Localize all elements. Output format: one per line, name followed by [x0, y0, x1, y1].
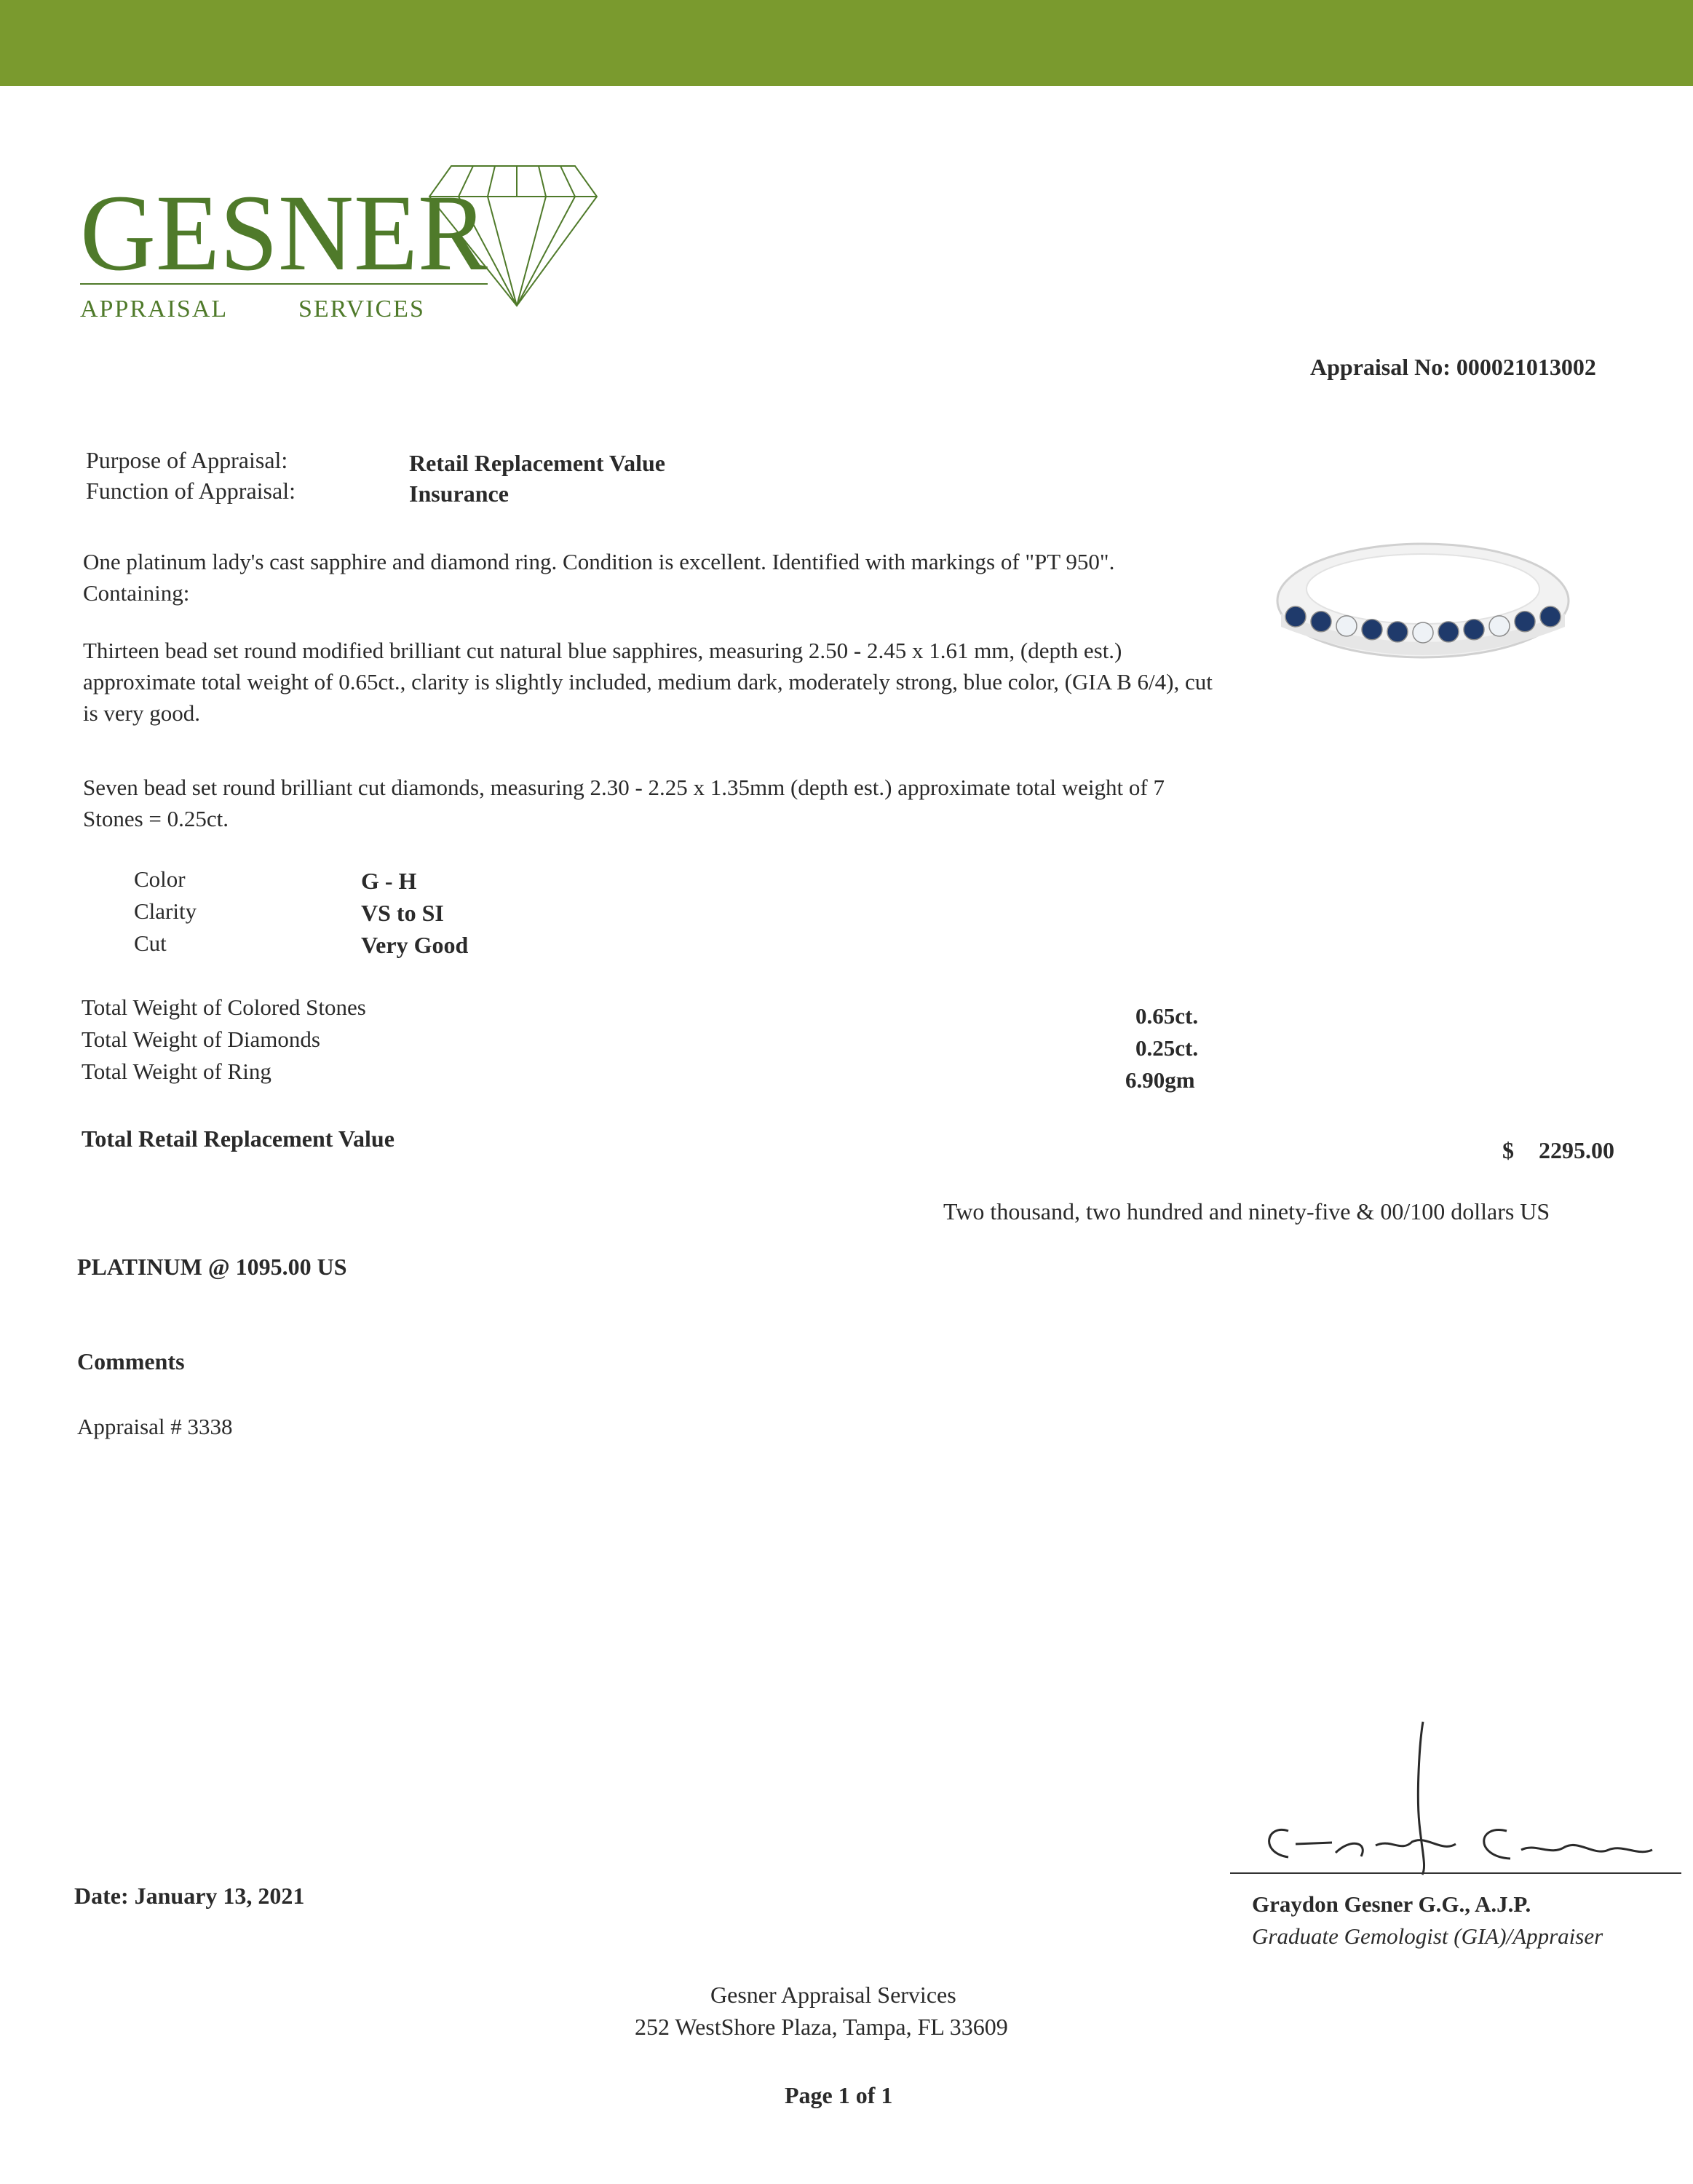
logo-wordmark: GESNER [80, 173, 488, 293]
sapphire-stone [1362, 620, 1382, 640]
diamond-stone [1489, 616, 1510, 636]
sapphire-stone [1387, 622, 1408, 642]
sapphire-stone [1540, 606, 1561, 627]
grading-color-label: Color [134, 866, 186, 892]
diamond-description: Seven bead set round brilliant cut diamonds, measuring 2.30 - 2.25 x 1.35mm (depth est.) approximate total weight of 7 Stones = 0.25ct. [83, 775, 1165, 831]
function-value: Insurance [409, 480, 509, 507]
diamond-stone [1413, 622, 1433, 643]
purpose-label: Purpose of Appraisal: [86, 447, 288, 473]
appraiser-title: Graduate Gemologist (GIA)/Appraiser [1252, 1923, 1603, 1949]
comments-text: Appraisal # 3338 [77, 1414, 233, 1439]
appraisal-number: Appraisal No: 000021013002 [1310, 354, 1596, 380]
grading-clarity-label: Clarity [134, 898, 197, 924]
sapphire-description: Thirteen bead set round modified brilliant cut natural blue sapphires, measuring 2.50 - 2.45 x 1.61 mm, (depth est.) approximate total weight of 0.65ct., clarity is slightly included, medium dark, moderately strong, blue color, (GIA B 6/4), cut is very good. [83, 638, 1213, 726]
gesner-logo [80, 153, 604, 342]
grading-color-value: G - H [361, 868, 417, 894]
appraiser-signature [1245, 1714, 1693, 1882]
weight-colored-label: Total Weight of Colored Stones [82, 994, 366, 1020]
appraisal-date: Date: January 13, 2021 [74, 1883, 305, 1909]
sapphire-stone [1285, 606, 1306, 627]
footer-address: 252 WestShore Plaza, Tampa, FL 33609 [635, 2014, 1008, 2040]
footer-page: Page 1 of 1 [785, 2082, 893, 2108]
header-accent-bar [0, 0, 1693, 86]
grading-clarity-value: VS to SI [361, 900, 444, 926]
weight-diamonds-label: Total Weight of Diamonds [82, 1026, 320, 1052]
logo-appraisal: APPRAISAL [80, 296, 229, 323]
logo-services: SERVICES [298, 296, 425, 323]
total-in-words: Two thousand, two hundred and ninety-five & 00/100 dollars US [943, 1198, 1550, 1224]
sapphire-stone [1515, 612, 1535, 632]
signature-line [1230, 1872, 1681, 1874]
grading-cut-value: Very Good [361, 932, 469, 958]
appraiser-name: Graydon Gesner G.G., A.J.P. [1252, 1891, 1531, 1917]
weight-ring-value: 6.90gm [1125, 1067, 1195, 1093]
sapphire-stone [1464, 620, 1484, 640]
function-label: Function of Appraisal: [86, 478, 296, 504]
sapphire-stone [1311, 612, 1331, 632]
weight-diamonds-value: 0.25ct. [1135, 1035, 1199, 1061]
purpose-value: Retail Replacement Value [409, 450, 665, 476]
platinum-price: PLATINUM @ 1095.00 US [77, 1254, 347, 1280]
footer-company: Gesner Appraisal Services [710, 1982, 956, 2008]
comments-heading: Comments [77, 1348, 185, 1374]
grading-cut-label: Cut [134, 930, 167, 956]
item-description: One platinum lady's cast sapphire and diamond ring. Condition is excellent. Identified with markings of "PT 950". Containing: [83, 549, 1115, 606]
sapphire-stone [1438, 622, 1459, 642]
ring-photo [1266, 528, 1579, 673]
weight-ring-label: Total Weight of Ring [82, 1059, 271, 1084]
total-value-label: Total Retail Replacement Value [82, 1125, 394, 1152]
total-amount: 2295.00 [1539, 1137, 1614, 1163]
weight-colored-value: 0.65ct. [1135, 1003, 1199, 1029]
diamond-stone [1336, 616, 1357, 636]
total-currency: $ [1502, 1137, 1514, 1163]
